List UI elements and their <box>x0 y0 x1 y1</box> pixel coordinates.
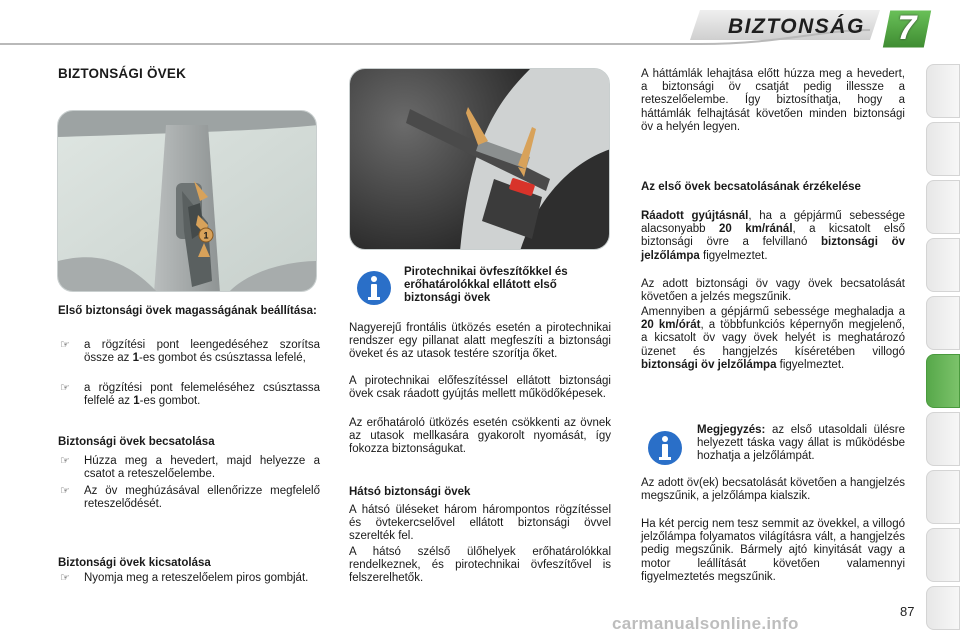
figure-height-adjust <box>57 110 317 292</box>
chapter-tab[interactable] <box>926 470 960 524</box>
chapter-tab[interactable] <box>926 122 960 176</box>
rear-belts-heading: Hátsó biztonsági övek <box>349 486 471 498</box>
unfastening-heading: Biztonsági övek kicsatolása <box>58 557 211 569</box>
chapter-tab-active[interactable] <box>926 354 960 408</box>
chapter-tab[interactable] <box>926 412 960 466</box>
page-number: 87 <box>900 604 915 619</box>
page-header-title: BIZTONSÁG <box>728 15 865 38</box>
bullet-icon: ☞ <box>60 382 70 394</box>
pyro-paragraph-2: A pirotechnikai előfeszítéssel ellátott biztonsági övek csak ráadott gyújtás mellett működőképesek. <box>349 375 611 401</box>
detection-paragraph-2: Az adott biztonsági öv vagy övek becsatolását követően a jelzés megszűnik. <box>641 278 905 304</box>
note-paragraph-3: Ha két percig nem tesz semmit az övekkel, a villogó jelzőlámpa folyamatos világításra vált, a hangjelzés pedig megszűnik. Bármely ajtó kinyitását vagy a motor leállítását követően valamennyi figyelmeztetés megszűnik. <box>641 518 905 583</box>
chapter-tabs <box>926 64 960 634</box>
fastening-bullet-1: ☞ Húzza meg a hevedert, majd helyezze a csatot a reteszelőelembe. <box>60 455 320 481</box>
detection-heading: Az első övek becsatolásának érzékelése <box>641 181 861 193</box>
fastening-bullet-2: ☞ Az öv meghúzásával ellenőrizze megfelelő reteszelődését. <box>60 485 320 511</box>
rear-paragraph-2: A hátsó szélső ülőhelyek erőhatárolókkal rendelkeznek, és pirotechnikai övfeszítővel is felszerelhetők. <box>349 546 611 585</box>
chapter-tab[interactable] <box>926 180 960 234</box>
chapter-tab[interactable] <box>926 296 960 350</box>
pyro-paragraph-1: Nagyerejű frontális ütközés esetén a pirotechnikai rendszer egy pillanat alatt megfeszíti a biztonsági öveket és az utasok testére szorítja őket. <box>349 322 611 361</box>
detection-paragraph-3: Amennyiben a gépjármű sebessége meghaladja a 20 km/órát, a többfunkciós képernyőn megjelenő, a kicsatolt öv vagy övek helyét is meghatározó üzenet és hangjelzés kíséretében villogó biztonsági öv jelzőlámpa figyelmeztet. <box>641 306 906 371</box>
chapter-tab[interactable] <box>926 64 960 118</box>
note-paragraph: Megjegyzés: az első utasoldali ülésre helyezett táska vagy állat is működésbe hozhatja a jelzőlámpát. <box>697 424 905 463</box>
chapter-tab[interactable] <box>926 528 960 582</box>
fastening-heading: Biztonsági övek becsatolása <box>58 436 215 448</box>
figure-callout-1: 1 <box>203 230 209 241</box>
chapter-number: 7 <box>897 9 917 47</box>
b-pillar-illustration <box>58 111 317 292</box>
note-paragraph-2: Az adott öv(ek) becsatolását követően a hangjelzés megszűnik, a jelzőlámpa kialszik. <box>641 477 905 503</box>
pyro-heading: Pirotechnikai övfeszítőkkel és erőhatárolókkal ellátott első biztonsági övek <box>404 266 568 304</box>
seat-belt-buckle-illustration <box>350 69 610 250</box>
section-title: BIZTONSÁGI ÖVEK <box>58 66 187 81</box>
chapter-tab[interactable] <box>926 586 960 630</box>
height-adjust-bullet-1: ☞ a rögzítési pont leengedéséhez szorítsa össze az 1-es gombot és csúsztassa lefelé, <box>60 339 320 365</box>
height-adjust-heading: Első biztonsági övek magasságának beállítása: <box>58 305 317 317</box>
unfastening-bullet-1: ☞ Nyomja meg a reteszelőelem piros gombját. <box>60 572 309 584</box>
bullet-icon: ☞ <box>60 455 70 467</box>
detection-paragraph-1: Ráadott gyújtásnál, ha a gépjármű sebessége alacsonyabb 20 km/ránál, a kicsatolt első biztonsági övre a felvillanó biztonsági öv jelzőlámpa figyelmeztet. <box>641 210 905 262</box>
pyro-paragraph-3: Az erőhatároló ütközés esetén csökkenti az övnek az utasok mellkasára gyakorolt nyomását, így fokozza biztonságukat. <box>349 417 611 456</box>
info-icon <box>647 430 683 466</box>
bullet-icon: ☞ <box>60 485 70 497</box>
watermark: carmanualsonline.info <box>612 614 799 633</box>
figure-buckle <box>349 68 610 250</box>
bullet-icon: ☞ <box>60 572 70 584</box>
rear-paragraph-1: A hátsó üléseket három hárompontos rögzítéssel és övtekercselővel ellátott biztonsági övvel szerelték fel. <box>349 504 611 543</box>
bullet-icon: ☞ <box>60 339 70 351</box>
chapter-tab[interactable] <box>926 238 960 292</box>
height-adjust-bullet-2: ☞ a rögzítési pont felemeléséhez csúsztassa felfelé az 1-es gombot. <box>60 382 320 408</box>
backrest-paragraph: A háttámlák lehajtása előtt húzza meg a hevedert, a biztonsági öv csatját pedig illessze a reteszelőelembe. Így biztosíthatja, hogy a háttámlák felhajtását követően minden biztonsági öv a helyén legyen. <box>641 68 905 133</box>
info-icon <box>356 270 392 306</box>
